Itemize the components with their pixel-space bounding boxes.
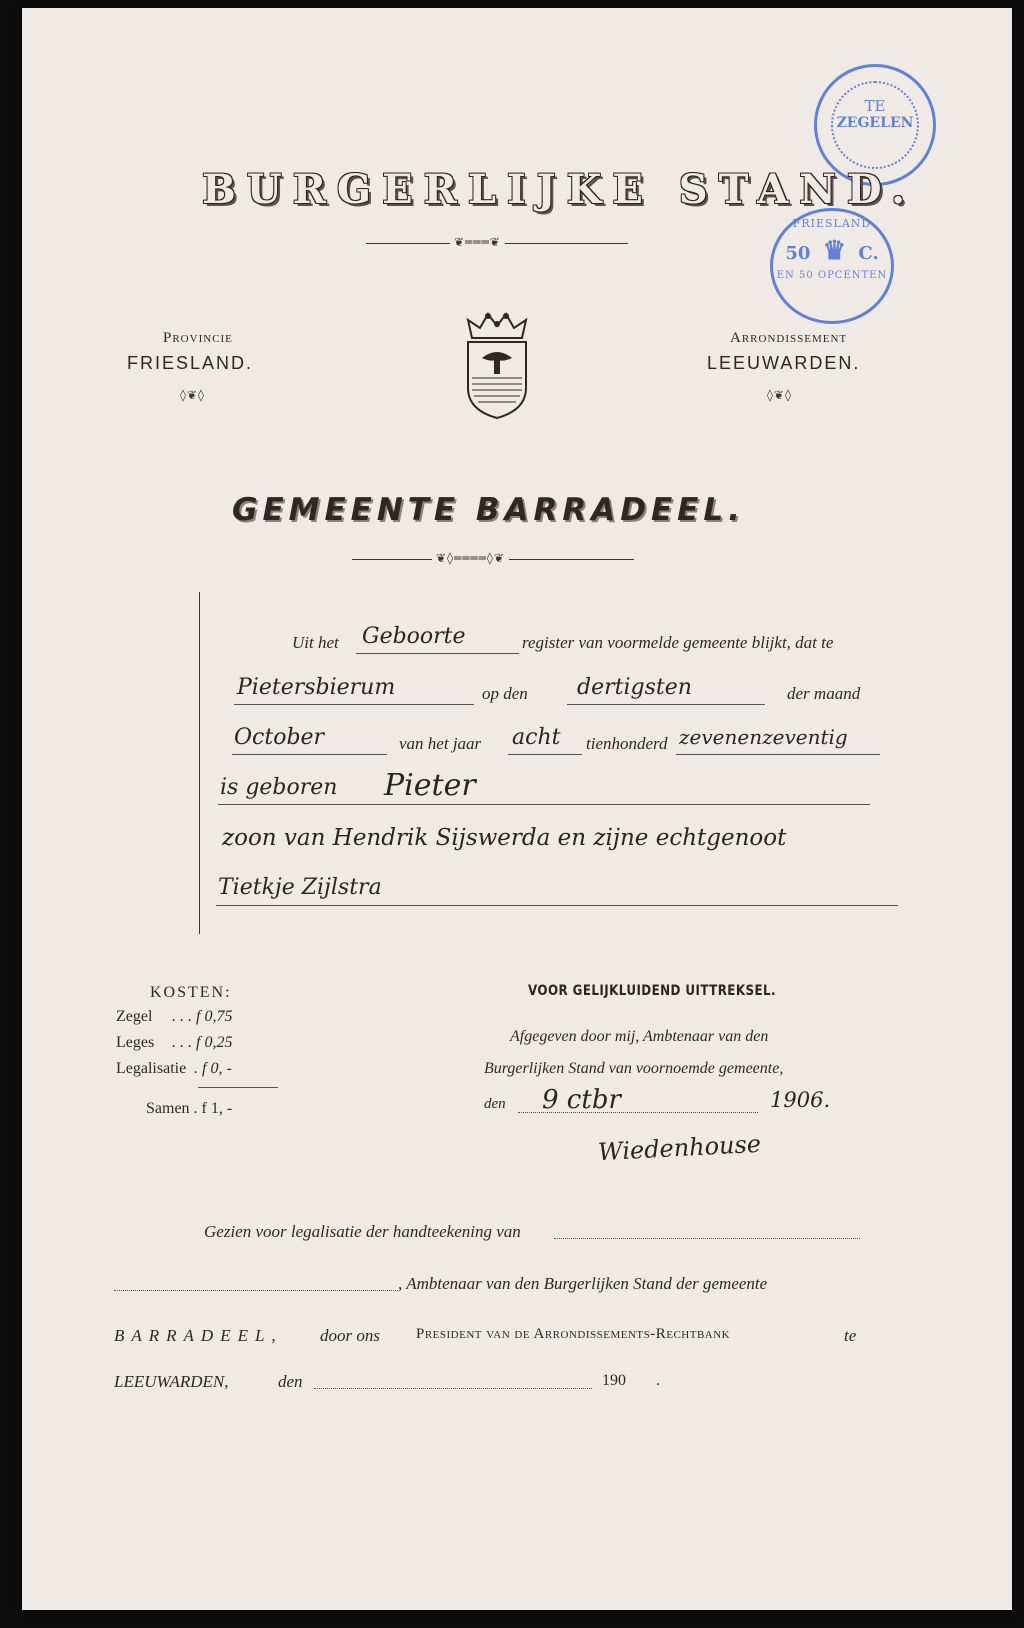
gemeente-heading: GEMEENTE BARRADEEL. bbox=[232, 492, 745, 528]
provincie-value: FRIESLAND. bbox=[127, 353, 254, 373]
issue-date-handwritten: 9 ctbr bbox=[542, 1085, 621, 1115]
kosten-row: Zegel bbox=[116, 1008, 153, 1025]
kosten-row: Legalisatie bbox=[116, 1060, 187, 1077]
coat-of-arms-icon bbox=[458, 310, 536, 420]
extract-heading: VOOR GELIJKLUIDEND UITTREKSEL. bbox=[528, 983, 777, 999]
arrondissement-value: LEEUWARDEN. bbox=[707, 353, 861, 373]
gemeente-ornament: ❦◊════◊❦ bbox=[352, 552, 634, 566]
te-zegelen-stamp: TE ZEGELEN bbox=[814, 64, 936, 186]
official-signature: Wiedenhouse bbox=[597, 1129, 762, 1167]
child-name-handwritten: Pieter bbox=[384, 768, 476, 803]
kosten-total: Samen . f 1, - bbox=[146, 1100, 233, 1117]
birth-month-handwritten: October bbox=[234, 725, 325, 750]
friesland-duty-stamp: FRIESLAND 50 ♛ C. EN 50 OPCENTEN bbox=[770, 208, 894, 324]
issue-year: 1906. bbox=[770, 1088, 831, 1112]
arrondissement-label: Arrondissement bbox=[730, 330, 848, 346]
birth-day-handwritten: dertigsten bbox=[577, 675, 692, 700]
kosten-title: KOSTEN: bbox=[150, 984, 232, 1001]
year-hundreds-handwritten: acht bbox=[512, 725, 561, 750]
certificate-sheet: TE ZEGELEN FRIESLAND 50 ♛ C. EN 50 OPCENTEN BURGERLIJKE STAND. ❦═══❦ Provincie FRIESLAND. ◊❦◊ Arrondissement LEEUWARDEN. ◊❦◊ GEMEENTE BARRADEEL. ❦◊════◊❦ Uit het Geboorte register van voormelde gemeente blijkt, dat te Pietersbierum op den dertigsten der maand October van het jaar acht tienhonderd zevenenzeventig is geboren Pieter zoon van Hendrik Sijswerda en zijne echtgenoot Tietkje Zijlstra KOSTEN: Zegel . . . f 0,75 Leges . . . f 0,25 Legalisatie . f 0, - Samen . f 1, - VOOR GELIJKLUIDEND UITTREKSEL. Afgegeven door mij, Ambtenaar van den Burgerlijken Stand van voornoemde gemeente, den 9 ctbr 1906. Wiedenhouse Gezien voor legalisatie der handteekening van , Ambtenaar van den Burgerlijken Stand der gemeente BARRADEEL, door ons President van de Arrondissements-Rechtbank te LEEUWARDEN, den 190 . bbox=[22, 8, 1012, 1610]
title-ornament: ❦═══❦ bbox=[366, 236, 628, 250]
crowned-lion-icon: ♛ bbox=[822, 236, 847, 266]
entry-margin-line bbox=[199, 592, 200, 934]
provincie-label: Provincie bbox=[163, 330, 233, 346]
register-type-handwritten: Geboorte bbox=[362, 624, 466, 649]
kosten-row: Leges bbox=[116, 1034, 155, 1051]
parents-handwritten: zoon van Hendrik Sijswerda en zijne echtgenoot bbox=[222, 825, 787, 851]
birthplace-handwritten: Pietersbierum bbox=[237, 675, 396, 700]
mother-name-handwritten: Tietkje Zijlstra bbox=[218, 875, 382, 900]
page-title: BURGERLIJKE STAND. bbox=[202, 166, 917, 213]
year-units-handwritten: zevenenzeventig bbox=[679, 725, 848, 749]
provincie-ornament: ◊❦◊ bbox=[180, 388, 205, 402]
arrondissement-ornament: ◊❦◊ bbox=[767, 388, 792, 402]
